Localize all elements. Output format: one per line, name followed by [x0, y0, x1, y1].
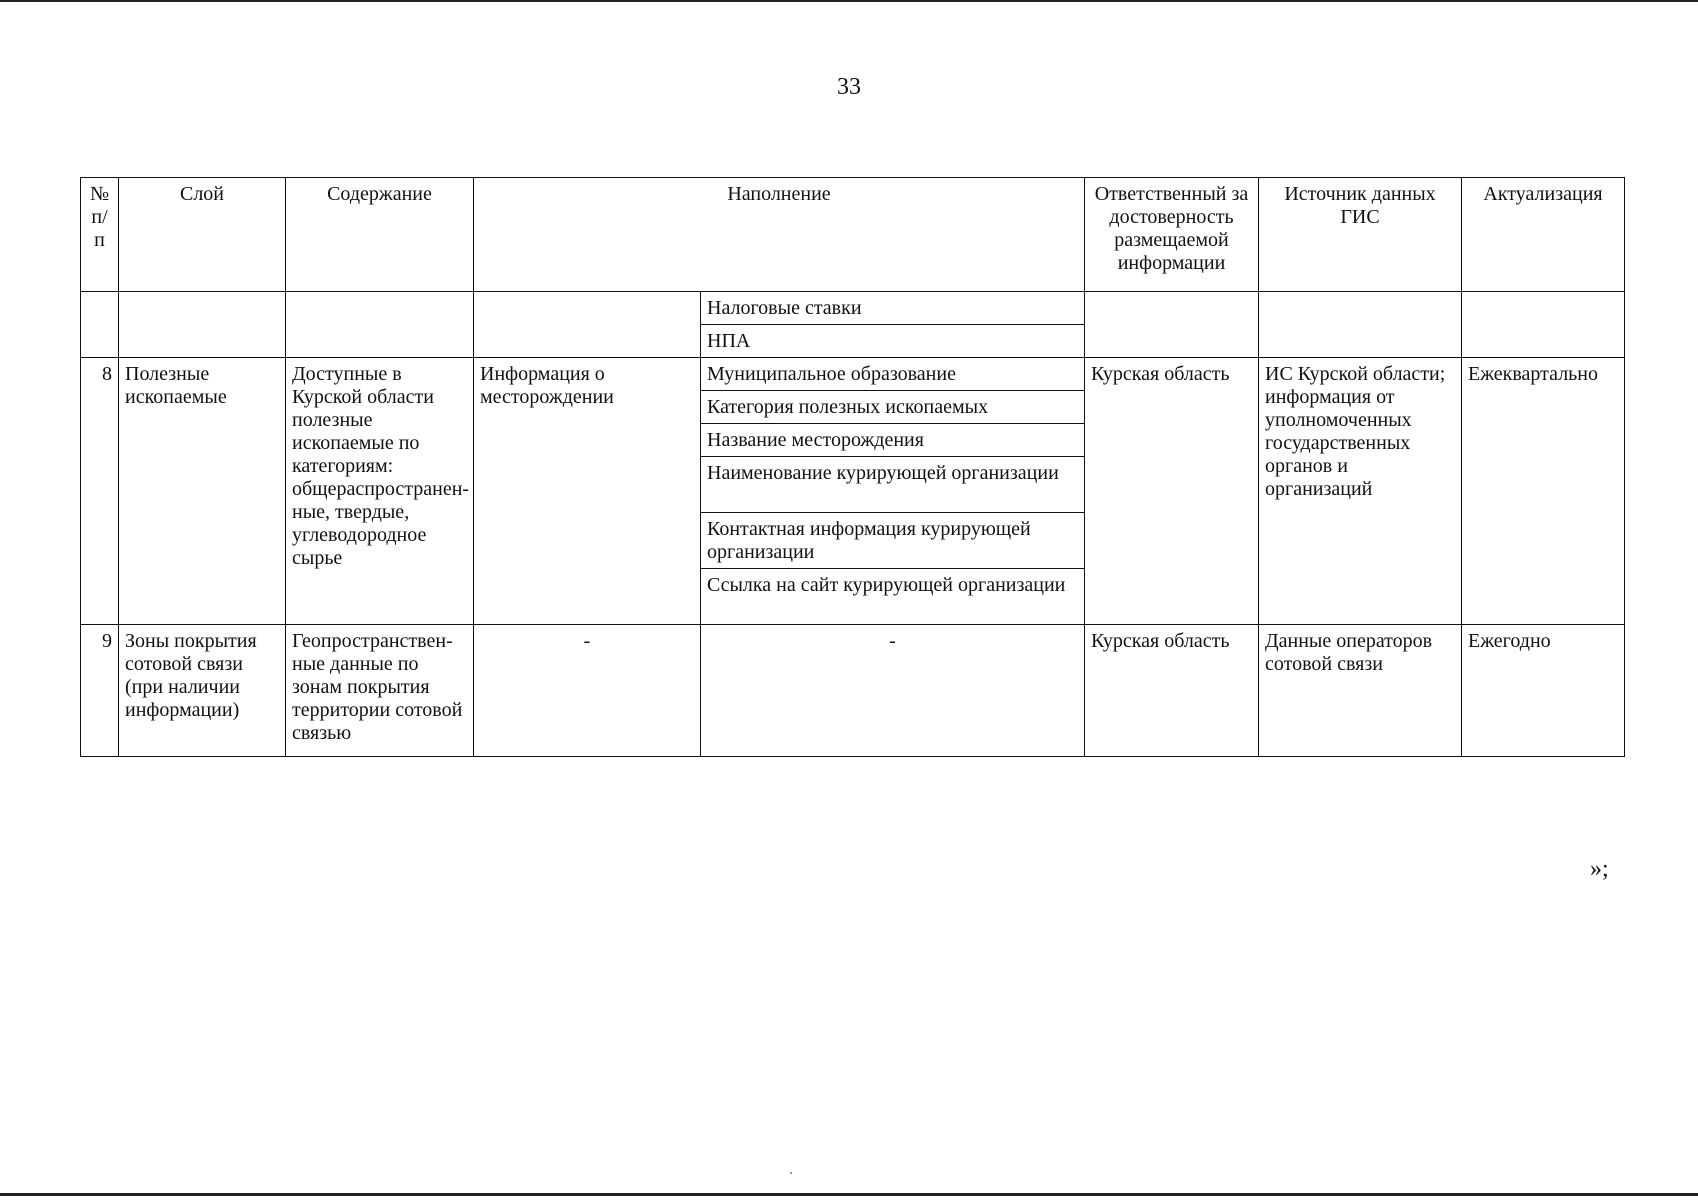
- fill-group-cell: -: [474, 625, 701, 757]
- update-cell: Ежеквартально: [1462, 358, 1625, 625]
- content-cell: Доступные в Курской области полезные ископаемые по категориям: общераспространен-ные, твердые, углеводородное сырье: [286, 358, 474, 625]
- header-source: Источник данных ГИС: [1259, 178, 1462, 292]
- fill-item: Муниципальное образование: [701, 358, 1085, 391]
- source-cell: Данные операторов сотовой связи: [1259, 625, 1462, 757]
- header-layer: Слой: [119, 178, 286, 292]
- fill-item: Контактная информация курирующей организации: [701, 513, 1085, 569]
- fill-item: -: [701, 625, 1085, 757]
- fill-item: Категория полезных ископаемых: [701, 391, 1085, 424]
- row-number: 8: [81, 358, 119, 625]
- fill-item: Наименование курирующей организации: [701, 457, 1085, 513]
- page-frame-top: [0, 0, 1698, 2]
- content-cell: Геопространствен-ные данные по зонам покрытия территории сотовой связью: [286, 625, 474, 757]
- source-cell: ИС Курской области; информация от уполномоченных государственных органов и организаций: [1259, 358, 1462, 625]
- layer-cell: Полезные ископаемые: [119, 358, 286, 625]
- update-cell: Ежегодно: [1462, 625, 1625, 757]
- layer-cell: Зоны покрытия сотовой связи (при наличии информации): [119, 625, 286, 757]
- header-num: № п/ п: [81, 178, 119, 292]
- page-number: 33: [837, 74, 861, 100]
- responsible-cell: Курская область: [1085, 358, 1259, 625]
- header-update: Актуализация: [1462, 178, 1625, 292]
- row-number: 9: [81, 625, 119, 757]
- closing-quote: »;: [1590, 856, 1609, 882]
- fill-item: Ссылка на сайт курирующей организации: [701, 569, 1085, 625]
- header-responsible: Ответственный за достоверность размещаемой информации: [1085, 178, 1259, 292]
- header-row: [81, 178, 1625, 292]
- page-frame-bottom: [0, 1193, 1698, 1196]
- table-row: [81, 358, 1625, 391]
- data-table: [80, 177, 1625, 757]
- fill-item: НПА: [701, 325, 1085, 358]
- table-row: [81, 625, 1625, 757]
- scan-speck: [790, 1172, 792, 1174]
- fill-group-cell: Информация о месторождении: [474, 358, 701, 625]
- header-fill: Наполнение: [474, 178, 1085, 292]
- header-content: Содержание: [286, 178, 474, 292]
- table-row: [81, 292, 1625, 325]
- fill-item: Налоговые ставки: [701, 292, 1085, 325]
- fill-item: Название месторождения: [701, 424, 1085, 457]
- responsible-cell: Курская область: [1085, 625, 1259, 757]
